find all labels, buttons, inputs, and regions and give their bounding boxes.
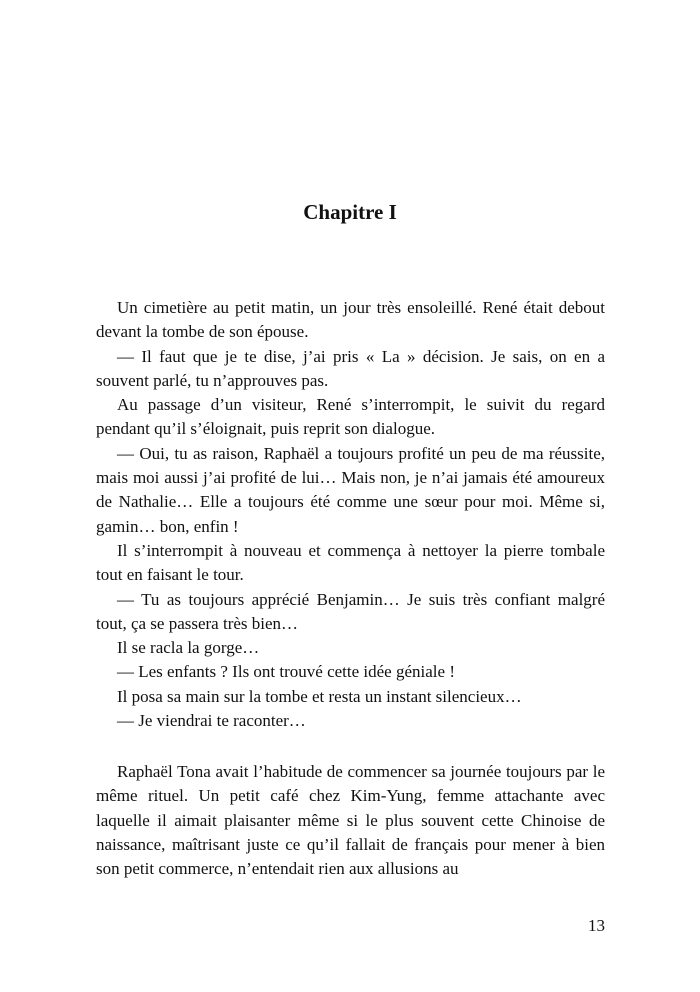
paragraph: Il s’interrompit à nouveau et commença à nettoyer la pierre tombale tout en faisant le tour. xyxy=(96,540,605,585)
paragraph: — Il faut que je te dise, j’ai pris « La » décision. Je sais, on en a souvent parlé, tu n’approuves pas. xyxy=(96,346,605,390)
paragraph: Un cimetière au petit matin, un jour très ensoleillé. René était debout devant la tombe de son épouse. xyxy=(96,298,605,342)
paragraph: Raphaël Tona avait l’habitude de commencer sa journée toujours par le même rituel. Un petit café chez Kim-Yung, femme attachante avec laquelle il aimait plaisanter même si le plus souvent cette Chinoise de naissance, maîtrisant juste ce qu’il fallait de français pour mener à bien son petit commerce, n’entendait rien aux allusions au xyxy=(96,762,605,879)
paragraph: — Tu as toujours apprécié Benjamin… Je suis très confiant malgré tout, ça se passera très bien… xyxy=(96,589,605,633)
chapter-title: Chapitre I xyxy=(303,200,397,224)
paragraph: Il se racla la gorge… xyxy=(117,638,260,658)
paragraph: Au passage d’un visiteur, René s’interrompit, le suivit du regard pendant qu’il s’éloignait, puis reprit son dialogue. xyxy=(96,395,605,439)
paragraph: Il posa sa main sur la tombe et resta un instant silencieux… xyxy=(117,686,522,706)
paragraph: — Je viendrai te raconter… xyxy=(117,711,306,731)
section-1-text xyxy=(96,296,605,733)
paragraph: — Les enfants ? Ils ont trouvé cette idée géniale ! xyxy=(117,662,455,682)
page-number: 13 xyxy=(588,916,605,935)
paragraph: — Oui, tu as raison, Raphaël a toujours profité un peu de ma réussite, mais moi aussi j’ai profité de lui… Mais non, je n’ai jamais été amoureux de Nathalie… Elle a toujours été comme une sœur pour moi. Même si, gamin… bon, enfin ! xyxy=(96,443,605,536)
section-2-text xyxy=(96,760,605,881)
